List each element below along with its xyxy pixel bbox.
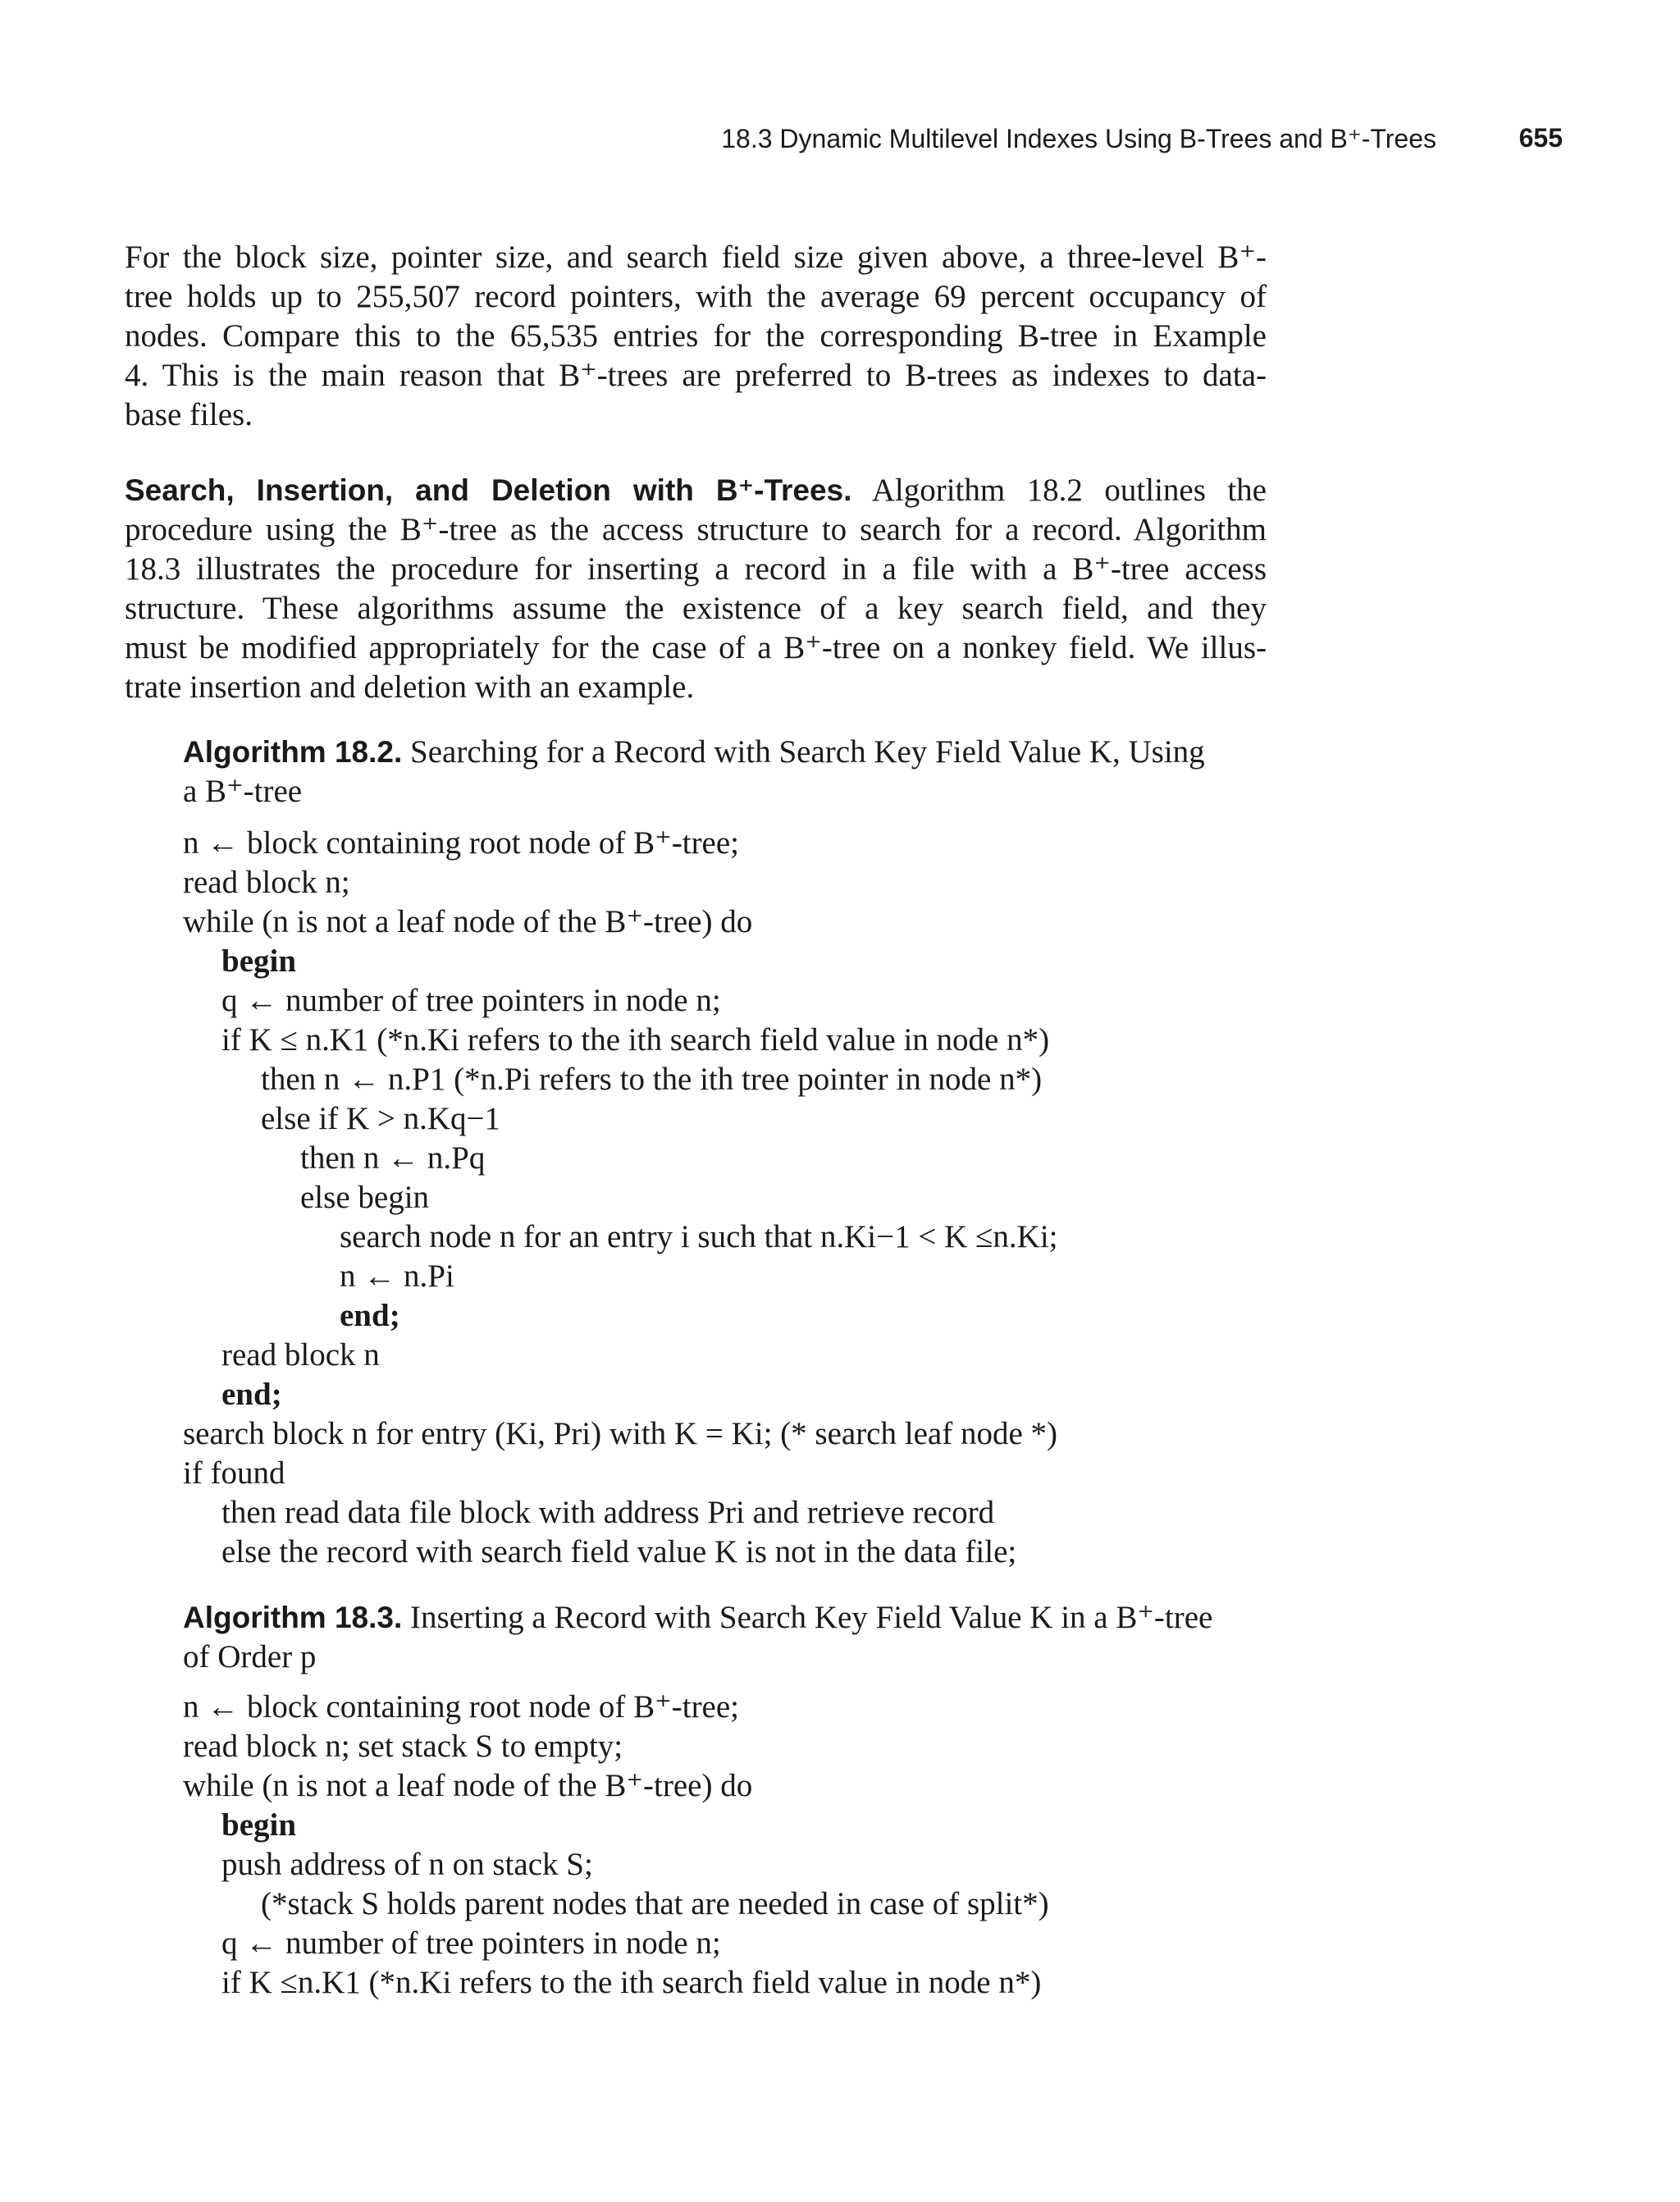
text-line: must be modified appropriately for the case of a B⁺-tree on a nonkey field. We illus- xyxy=(125,630,1267,665)
code-line: n ← n.Pi xyxy=(340,1259,454,1294)
code-line: if found xyxy=(183,1455,285,1491)
code-line: then n ← n.P1 (*n.Pi refers to the ith tree pointer in node n*) xyxy=(261,1062,1043,1097)
running-header xyxy=(0,123,1563,164)
code-line: n ← block containing root node of B⁺-tree; xyxy=(183,825,740,861)
code-line: while (n is not a leaf node of the B⁺-tree) do xyxy=(183,904,753,939)
code-line: else if K > n.Kq−1 xyxy=(261,1101,501,1136)
running-title: 18.3 Dynamic Multilevel Indexes Using B-Trees and B⁺-Trees xyxy=(721,124,1436,153)
code-line: q ← number of tree pointers in node n; xyxy=(221,983,721,1018)
code-line: then n ← n.Pq xyxy=(300,1140,486,1176)
code-line: n ← block containing root node of B⁺-tree; xyxy=(183,1689,740,1725)
code-line: else begin xyxy=(300,1180,430,1215)
text-line: procedure using the B⁺-tree as the access structure to search for a record. Algorithm xyxy=(125,512,1267,547)
keyword: begin xyxy=(221,943,297,979)
text-line: For the block size, pointer size, and search field size given above, a three-level B⁺- xyxy=(125,240,1267,275)
algorithm-title-line xyxy=(183,733,1266,772)
keyword: end; xyxy=(340,1298,400,1333)
code-line: search block n for entry (Ki, Pri) with K = Ki; (* search leaf node *) xyxy=(183,1416,1057,1451)
code-line: read block n; xyxy=(183,865,350,900)
algorithm-18-2-code xyxy=(183,824,1331,1572)
text-line: 18.3 illustrates the procedure for inserting a record in a file with a B⁺-tree access xyxy=(125,551,1267,587)
algorithm-label: Algorithm 18.3. xyxy=(183,1601,403,1634)
algorithm-title-line xyxy=(183,1598,1266,1638)
code-line: push address of n on stack S; xyxy=(221,1847,593,1882)
code-line: if K ≤n.K1 (*n.Ki refers to the ith search field value in node n*) xyxy=(221,1965,1042,2000)
text-fragment: Algorithm 18.2 outlines the xyxy=(871,473,1267,508)
text-line: tree holds up to 255,507 record pointers, with the average 69 percent occupancy of xyxy=(125,279,1267,314)
section-run-in-heading: Search, Insertion, and Deletion with B⁺-Trees. xyxy=(125,473,852,507)
code-line xyxy=(183,942,1331,981)
text-line: nodes. Compare this to the 65,535 entries for the corresponding B-tree in Example xyxy=(125,318,1267,354)
paragraph-search-insertion-deletion xyxy=(125,471,1267,707)
keyword: end; xyxy=(221,1377,282,1412)
algorithm-label: Algorithm 18.2. xyxy=(183,735,403,769)
algorithm-title-text: Inserting a Record with Search Key Field Value K in a B⁺-tree xyxy=(410,1600,1213,1635)
keyword: begin xyxy=(221,1807,297,1843)
code-line: while (n is not a leaf node of the B⁺-tree) do xyxy=(183,1768,753,1803)
code-line: search node n for an entry i such that n.Ki−1 < K ≤n.Ki; xyxy=(340,1219,1058,1254)
algorithm-title-line: a B⁺-tree xyxy=(183,774,303,809)
code-line xyxy=(183,1375,1331,1414)
code-line: q ← number of tree pointers in node n; xyxy=(221,1926,721,1961)
text-line: structure. These algorithms assume the existence of a key search field, and they xyxy=(125,591,1267,626)
code-line: then read data file block with address Pri and retrieve record xyxy=(221,1495,995,1530)
text-line: base files. xyxy=(125,397,253,432)
code-line: read block n; set stack S to empty; xyxy=(183,1729,623,1764)
algorithm-18-3-code xyxy=(183,1688,1331,2003)
code-line xyxy=(183,1806,1331,1845)
text-line: trate insertion and deletion with an example. xyxy=(125,669,695,705)
algorithm-title-text: Searching for a Record with Search Key Field Value K, Using xyxy=(410,734,1205,770)
text-line: 4. This is the main reason that B⁺-trees are preferred to B-trees as indexes to data- xyxy=(125,358,1267,393)
code-line: if K ≤ n.K1 (*n.Ki refers to the ith search field value in node n*) xyxy=(221,1022,1050,1058)
code-line: read block n xyxy=(221,1337,380,1373)
code-line: (*stack S holds parent nodes that are needed in case of split*) xyxy=(261,1886,1049,1921)
paragraph-b-plus-capacity xyxy=(125,238,1267,435)
code-line xyxy=(183,1296,1331,1336)
algorithm-title-line: of Order p xyxy=(183,1639,317,1674)
algorithm-18-3-title xyxy=(183,1598,1266,1677)
text-line xyxy=(125,471,1267,510)
code-line: else the record with search field value K is not in the data file; xyxy=(221,1534,1017,1569)
page-number: 655 xyxy=(1518,123,1563,153)
algorithm-18-2-title xyxy=(183,733,1266,811)
